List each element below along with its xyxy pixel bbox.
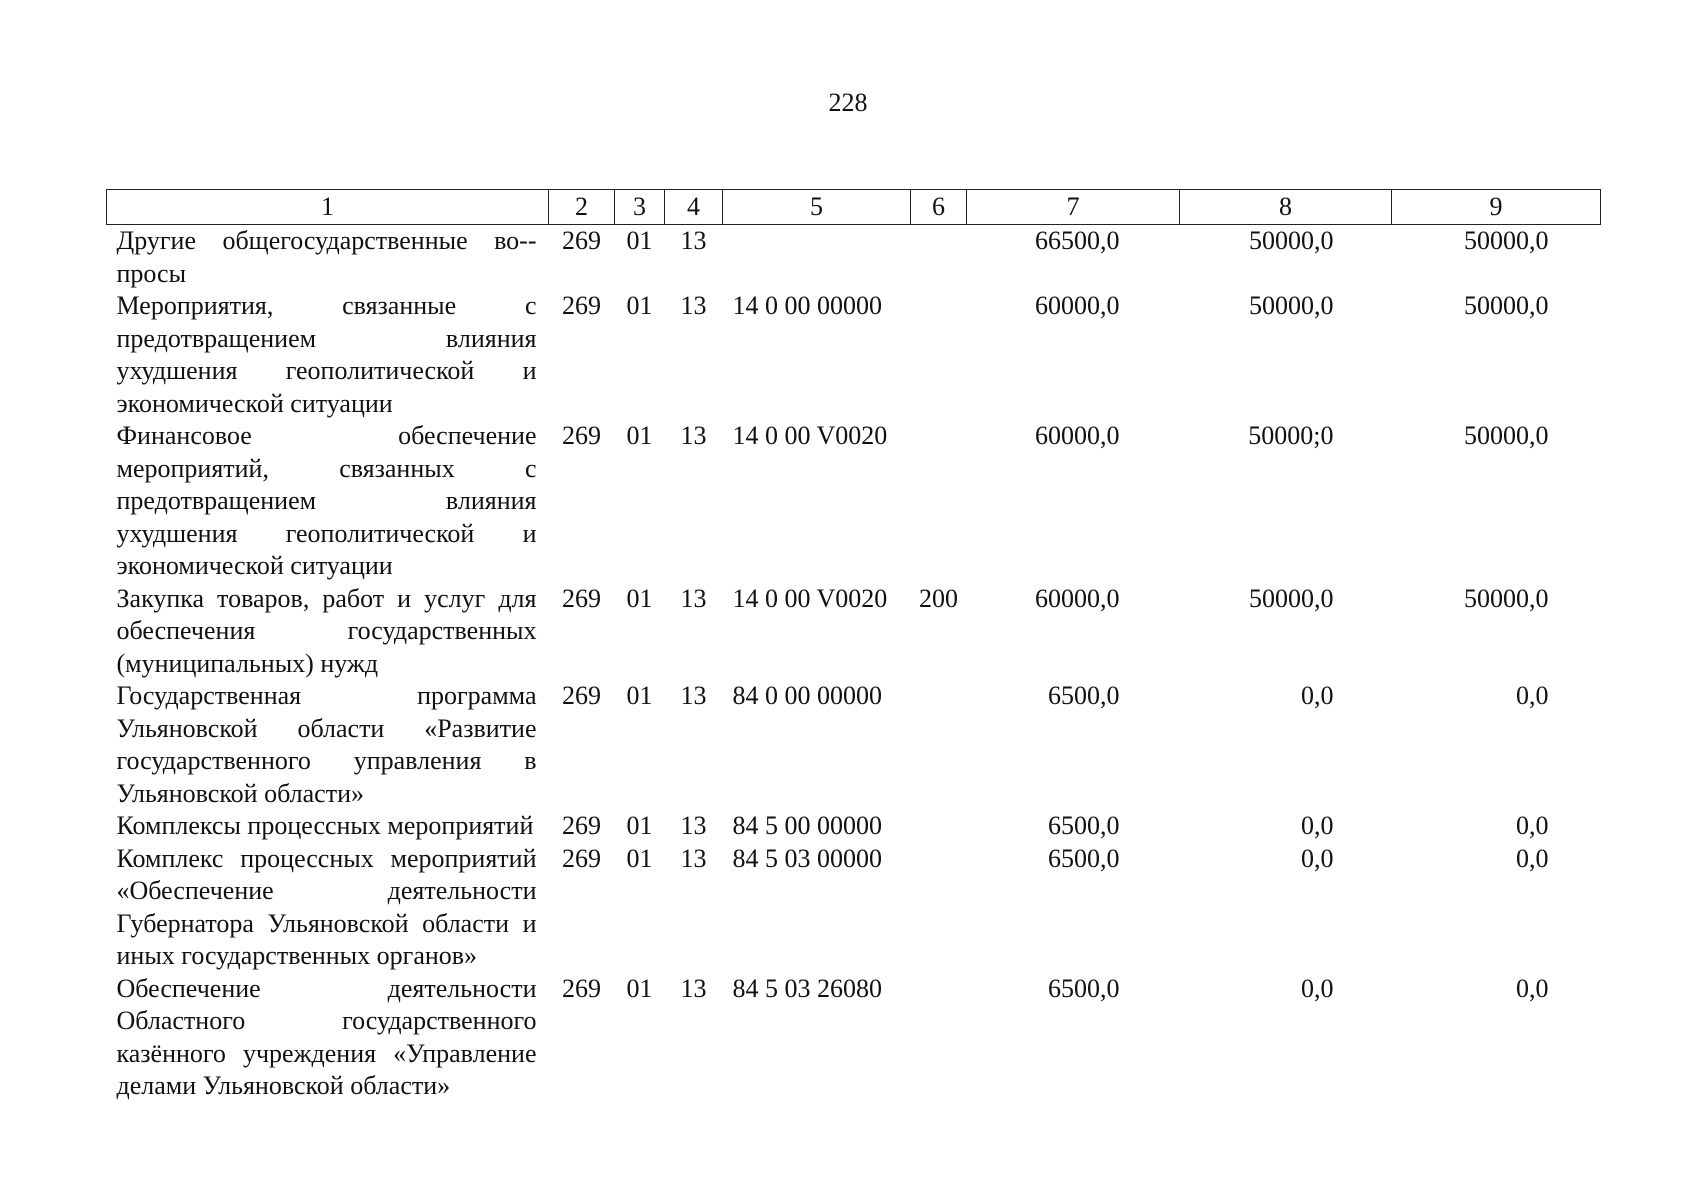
row-subsection-code: 13 bbox=[680, 291, 707, 320]
row-amount-col-8: 50000;0 bbox=[1248, 421, 1334, 450]
row-expense-type bbox=[911, 225, 967, 291]
row-subsection-code: 13 bbox=[680, 973, 707, 1003]
row-amount-col-7: 60000,0 bbox=[1035, 421, 1120, 450]
header-col-4: 4 bbox=[665, 190, 723, 225]
row-name: Мероприятия, связанные с предотвращением влияния ухудшения геополитической и экономической ситуации bbox=[116, 291, 537, 418]
row-subsection-code: 13 bbox=[680, 421, 707, 450]
row-amount-col-7: 60000,0 bbox=[1035, 583, 1120, 613]
row-subsection-code: 13 bbox=[680, 226, 707, 255]
row-admin-code: 269 bbox=[562, 421, 601, 450]
row-target-code: 84 5 03 00000 bbox=[732, 843, 882, 873]
header-col-1: 1 bbox=[107, 190, 549, 225]
row-target-code: 14 0 00 V0020 bbox=[732, 583, 888, 613]
table-row bbox=[107, 843, 1601, 973]
row-target-code: 14 0 00 00000 bbox=[732, 291, 882, 320]
row-subsection-code: 13 bbox=[680, 681, 707, 710]
row-name: Финансовое обеспечение мероприятий, связанных с предотвращением влияния ухудшения геополитической и экономической ситуации bbox=[116, 421, 537, 580]
table-row bbox=[107, 290, 1601, 420]
row-amount-col-7: 6500,0 bbox=[1048, 681, 1120, 710]
row-name: Обеспечение деятельности Областного государственного казённого учреждения «Управление делами Ульяновской области» bbox=[116, 973, 537, 1100]
row-amount-col-7: 6500,0 bbox=[1048, 843, 1120, 873]
row-amount-col-7: 6500,0 bbox=[1048, 973, 1120, 1003]
table-row bbox=[107, 973, 1601, 1103]
row-name: Комплексы процессных мероприятий bbox=[116, 811, 534, 840]
header-col-8: 8 bbox=[1180, 190, 1392, 225]
row-expense-type bbox=[911, 810, 967, 843]
row-amount-col-8: 50000,0 bbox=[1249, 226, 1334, 255]
row-amount-col-8: 0,0 bbox=[1301, 973, 1334, 1003]
row-amount-col-8: 50000,0 bbox=[1249, 291, 1334, 320]
row-name: Закупка товаров, работ и услуг для обеспечения государственных (муниципальных) нужд bbox=[116, 583, 537, 678]
row-amount-col-7: 60000,0 bbox=[1035, 291, 1120, 320]
row-admin-code: 269 bbox=[562, 811, 601, 840]
header-row bbox=[107, 190, 1601, 225]
row-expense-type bbox=[911, 843, 967, 973]
row-name: Государственная программа Ульяновской области «Развитие государственного управления в Ульяновской области» bbox=[116, 681, 537, 808]
row-section-code: 01 bbox=[626, 843, 653, 873]
row-name: Комплекс процессных мероприятий «Обеспечение деятельности Губернатора Ульяновской области и иных государственных органов» bbox=[116, 843, 537, 970]
row-expense-type bbox=[911, 680, 967, 810]
row-expense-type bbox=[911, 290, 967, 420]
row-amount-col-9: 50000,0 bbox=[1464, 421, 1549, 450]
row-amount-col-9: 50000,0 bbox=[1464, 226, 1549, 255]
row-admin-code: 269 bbox=[562, 226, 601, 255]
row-amount-col-8: 0,0 bbox=[1301, 681, 1334, 710]
table-row bbox=[107, 810, 1601, 843]
table-row bbox=[107, 420, 1601, 583]
row-amount-col-9: 50000,0 bbox=[1464, 583, 1549, 613]
row-subsection-code: 13 bbox=[680, 811, 707, 840]
row-target-code: 84 5 03 26080 bbox=[732, 973, 882, 1003]
table-row bbox=[107, 680, 1601, 810]
table-row bbox=[107, 583, 1601, 681]
row-target-code bbox=[723, 225, 911, 291]
row-section-code: 01 bbox=[626, 226, 653, 255]
row-section-code: 01 bbox=[626, 681, 653, 710]
row-amount-col-9: 0,0 bbox=[1516, 843, 1549, 873]
row-section-code: 01 bbox=[626, 291, 653, 320]
row-target-code: 84 0 00 00000 bbox=[732, 681, 882, 710]
row-expense-type: 200 bbox=[919, 583, 958, 613]
row-amount-col-9: 50000,0 bbox=[1464, 291, 1549, 320]
row-admin-code: 269 bbox=[562, 291, 601, 320]
page-number: 228 bbox=[828, 88, 868, 117]
header-col-5: 5 bbox=[723, 190, 911, 225]
row-amount-col-9: 0,0 bbox=[1516, 681, 1549, 710]
row-amount-col-9: 0,0 bbox=[1516, 973, 1549, 1003]
header-col-3: 3 bbox=[615, 190, 665, 225]
row-subsection-code: 13 bbox=[680, 583, 707, 613]
table-header bbox=[107, 190, 1601, 225]
row-target-code: 14 0 00 V0020 bbox=[732, 421, 888, 450]
row-admin-code: 269 bbox=[562, 973, 601, 1003]
row-amount-col-7: 66500,0 bbox=[1035, 226, 1120, 255]
header-col-9: 9 bbox=[1392, 190, 1601, 225]
row-section-code: 01 bbox=[626, 583, 653, 613]
row-section-code: 01 bbox=[626, 973, 653, 1003]
budget-table bbox=[106, 189, 1601, 1103]
row-section-code: 01 bbox=[626, 421, 653, 450]
row-subsection-code: 13 bbox=[680, 843, 707, 873]
row-admin-code: 269 bbox=[562, 681, 601, 710]
row-admin-code: 269 bbox=[562, 583, 601, 613]
table-body bbox=[107, 225, 1601, 1103]
row-section-code: 01 bbox=[626, 811, 653, 840]
row-expense-type bbox=[911, 973, 967, 1103]
row-name: Другие общегосударственные во-просы bbox=[116, 226, 537, 288]
header-col-6: 6 bbox=[911, 190, 967, 225]
budget-table-container bbox=[106, 189, 1600, 1103]
row-target-code: 84 5 00 00000 bbox=[732, 811, 882, 840]
header-col-2: 2 bbox=[549, 190, 615, 225]
row-amount-col-8: 50000,0 bbox=[1249, 583, 1334, 613]
header-col-7: 7 bbox=[967, 190, 1180, 225]
row-amount-col-7: 6500,0 bbox=[1048, 811, 1120, 840]
row-admin-code: 269 bbox=[562, 843, 601, 873]
row-expense-type bbox=[911, 420, 967, 583]
row-amount-col-8: 0,0 bbox=[1301, 843, 1334, 873]
row-amount-col-9: 0,0 bbox=[1516, 811, 1549, 840]
table-row bbox=[107, 225, 1601, 291]
row-amount-col-8: 0,0 bbox=[1301, 811, 1334, 840]
